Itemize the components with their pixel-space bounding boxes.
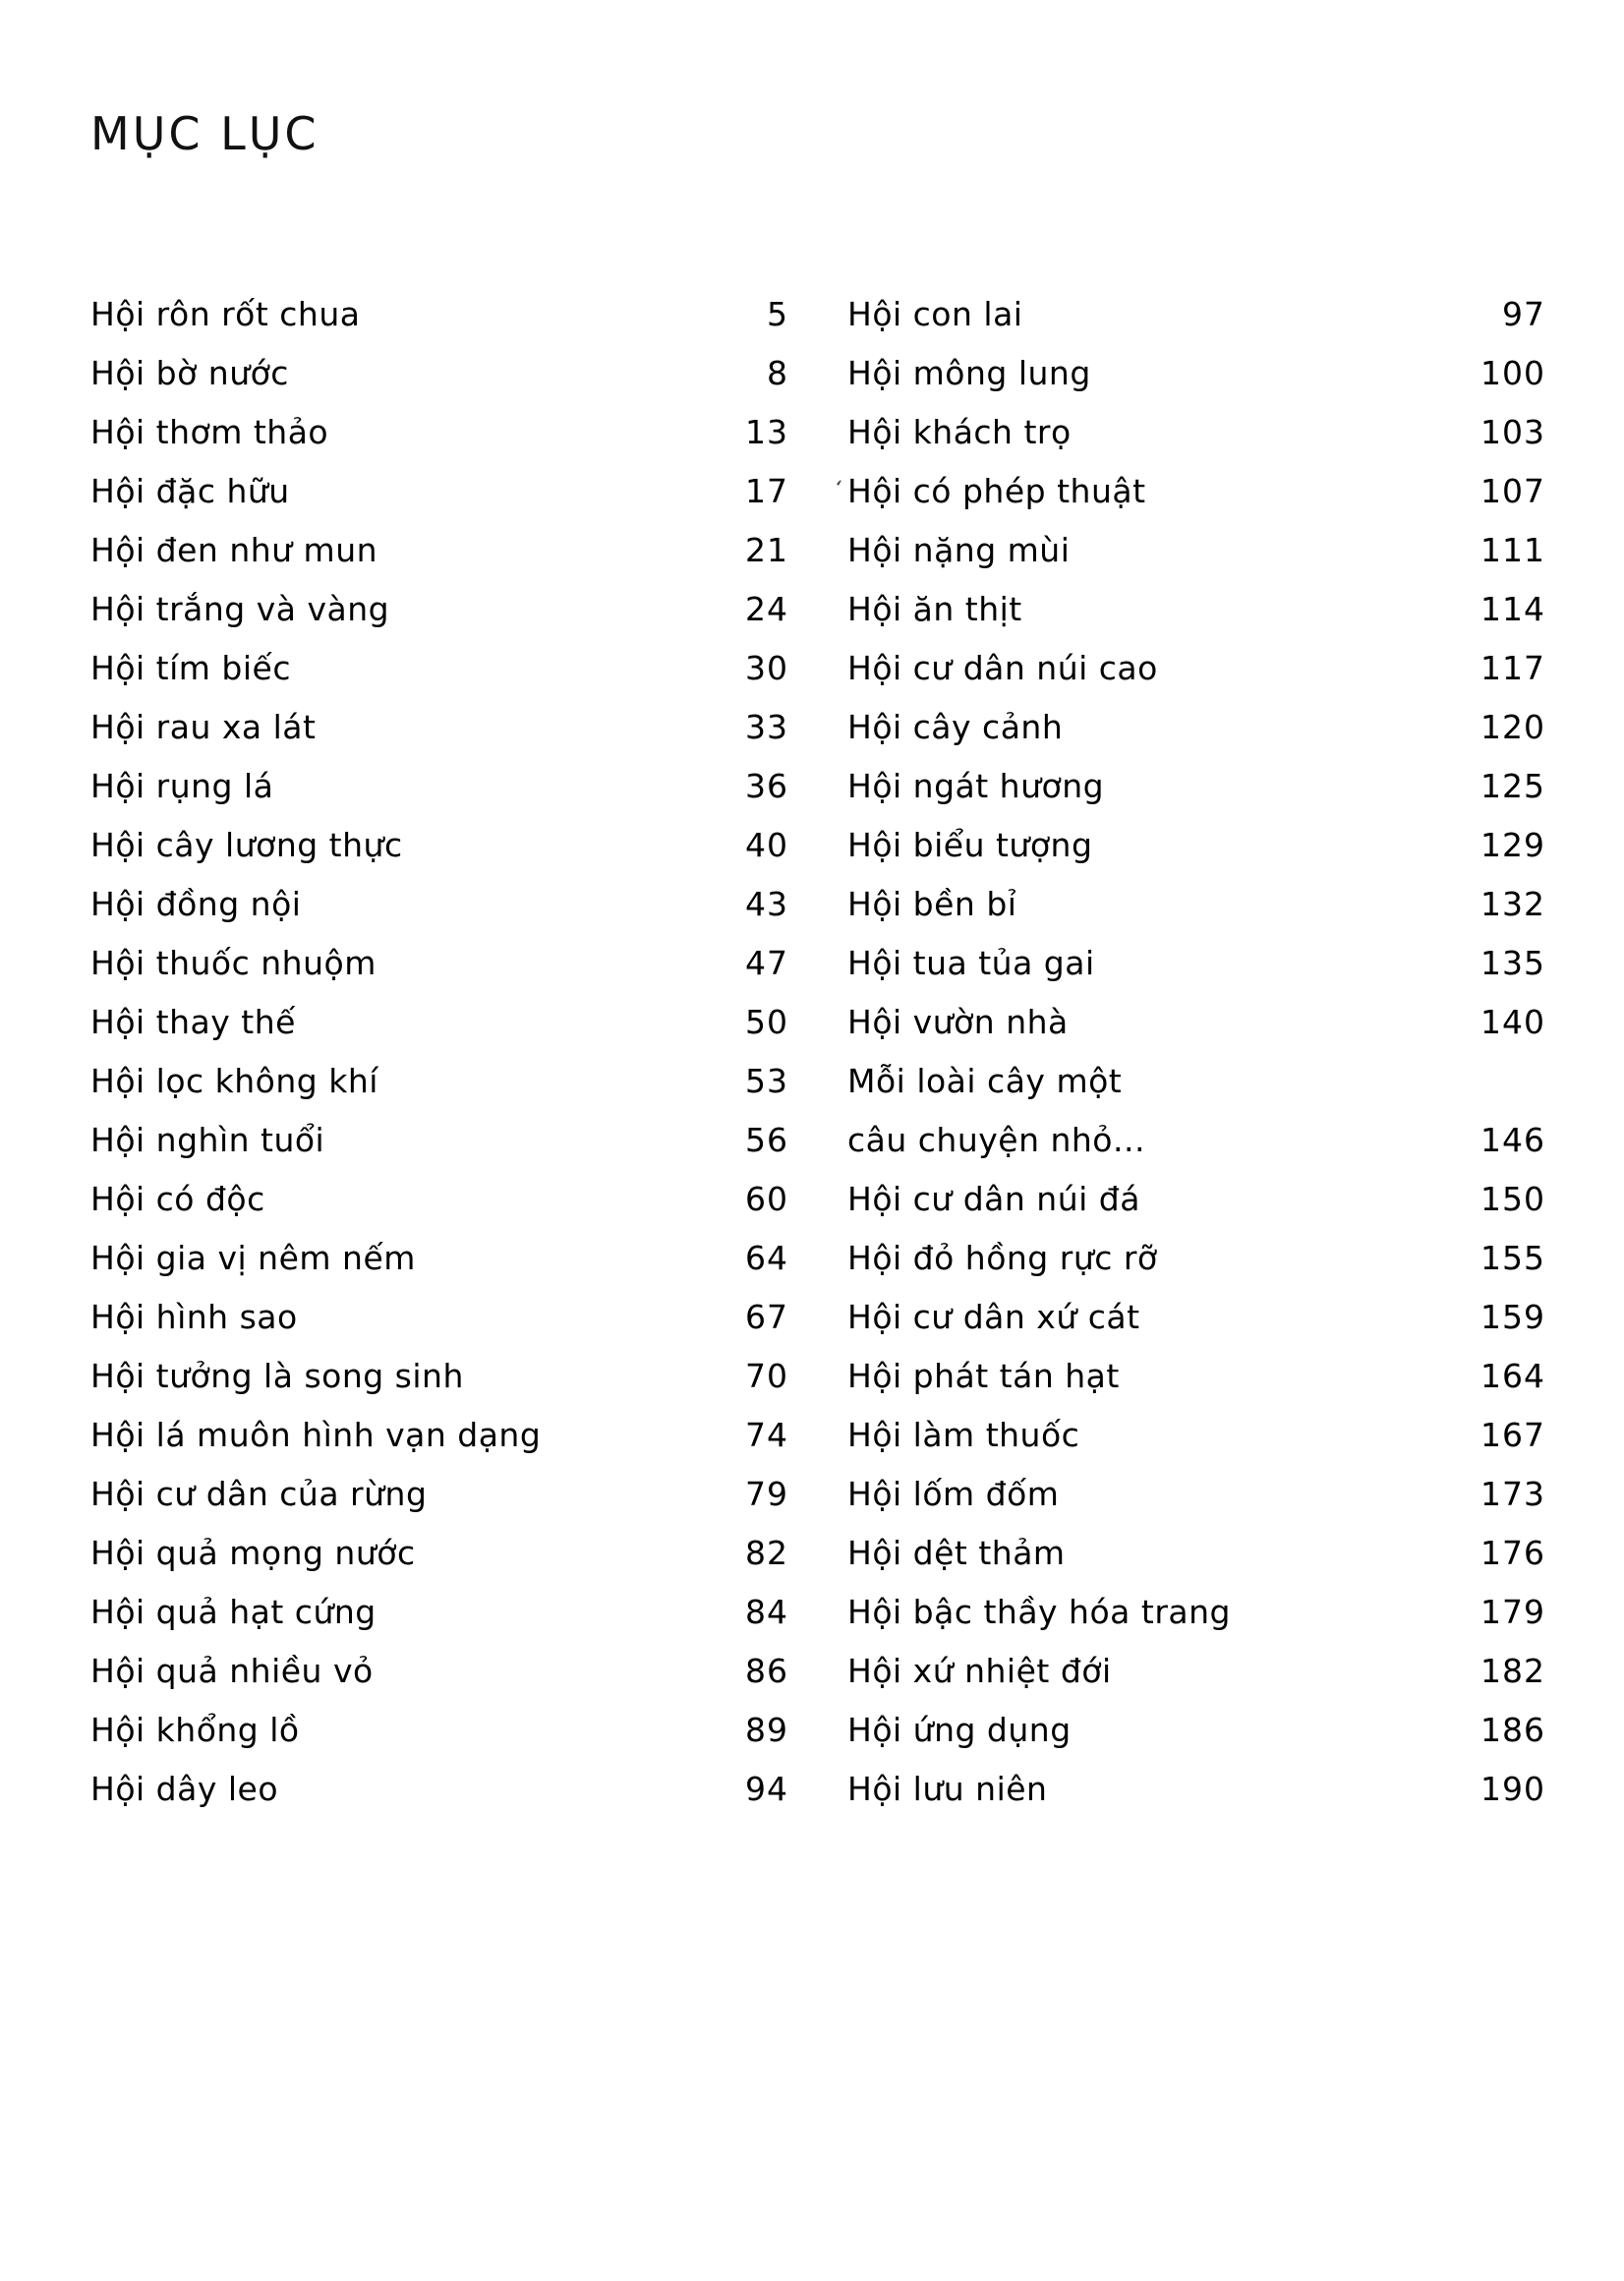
toc-entry[interactable] xyxy=(90,521,788,580)
toc-entry-page: 30 xyxy=(745,649,788,687)
toc-entry-label: Hội biểu tượng xyxy=(847,826,1093,864)
toc-entry[interactable] xyxy=(90,816,788,875)
toc-entry-label: Hội gia vị nêm nếm xyxy=(90,1239,416,1277)
toc-entry-page: 132 xyxy=(1480,885,1545,923)
toc-entry-page: 5 xyxy=(767,295,788,333)
toc-entry-label: Hội nghìn tuổi xyxy=(90,1121,325,1159)
toc-entry-label: Hội xứ nhiệt đới xyxy=(847,1652,1112,1690)
toc-entry-label: Hội quả mọng nước xyxy=(90,1534,416,1572)
toc-entry-label: Hội quả hạt cứng xyxy=(90,1593,377,1631)
toc-entry[interactable] xyxy=(847,1052,1545,1111)
toc-entry-label: Hội lốm đốm xyxy=(847,1475,1060,1513)
toc-entry[interactable] xyxy=(90,403,788,462)
toc-entry[interactable] xyxy=(847,1288,1545,1347)
toc-entry-page: 114 xyxy=(1480,590,1545,628)
toc-entry-page: 84 xyxy=(745,1593,788,1631)
toc-entry-page: 150 xyxy=(1480,1180,1545,1218)
toc-entry[interactable] xyxy=(90,698,788,757)
toc-entry[interactable] xyxy=(847,816,1545,875)
toc-entry-label: Mỗi loài cây một xyxy=(847,1062,1123,1100)
page-title: MỤC LỤC xyxy=(90,106,319,160)
toc-entry-label: Hội ứng dụng xyxy=(847,1711,1072,1749)
toc-entry[interactable] xyxy=(847,462,1545,521)
toc-entry-label: Hội cư dân núi đá xyxy=(847,1180,1140,1218)
toc-entry[interactable] xyxy=(847,403,1545,462)
toc-entry[interactable] xyxy=(847,285,1545,344)
toc-entry[interactable] xyxy=(847,757,1545,816)
toc-entry-label: Hội bậc thầy hóa trang xyxy=(847,1593,1231,1631)
toc-entry[interactable] xyxy=(847,1229,1545,1288)
toc-entry-page: 164 xyxy=(1480,1357,1545,1395)
toc-entry-page: 60 xyxy=(745,1180,788,1218)
table-of-contents xyxy=(90,285,1545,1819)
toc-entry[interactable] xyxy=(90,639,788,698)
toc-entry-page: 64 xyxy=(745,1239,788,1277)
toc-entry-label: Hội cư dân của rừng xyxy=(90,1475,428,1513)
toc-entry[interactable] xyxy=(847,521,1545,580)
toc-entry[interactable] xyxy=(90,344,788,403)
toc-entry-page: 53 xyxy=(745,1062,788,1100)
toc-entry-label: Hội thay thế xyxy=(90,1003,296,1041)
toc-entry-page: 56 xyxy=(745,1121,788,1159)
toc-entry-label: Hội trắng và vàng xyxy=(90,590,390,628)
toc-entry[interactable] xyxy=(90,285,788,344)
toc-entry-label: Hội có phép thuật xyxy=(847,472,1146,510)
toc-entry-label: Hội rau xa lát xyxy=(90,708,317,746)
toc-entry-label: Hội rụng lá xyxy=(90,767,274,805)
toc-entry-page: 167 xyxy=(1480,1416,1545,1454)
toc-entry-page: 186 xyxy=(1480,1711,1545,1749)
toc-entry-label: Hội đặc hữu xyxy=(90,472,290,510)
toc-entry[interactable] xyxy=(847,1760,1545,1819)
toc-entry-page: 82 xyxy=(745,1534,788,1572)
toc-entry-page: 17 xyxy=(745,472,788,510)
toc-entry-label: Hội ngát hương xyxy=(847,767,1105,805)
toc-entry-label: Hội thuốc nhuộm xyxy=(90,944,377,982)
toc-entry-label: Hội tưởng là song sinh xyxy=(90,1357,464,1395)
toc-entry-page: 74 xyxy=(745,1416,788,1454)
toc-entry[interactable] xyxy=(90,1760,788,1819)
toc-entry[interactable] xyxy=(90,1524,788,1583)
toc-entry[interactable] xyxy=(847,1642,1545,1701)
toc-entry-label: Hội cây cảnh xyxy=(847,708,1064,746)
toc-entry[interactable] xyxy=(90,1583,788,1642)
toc-entry-page: 159 xyxy=(1480,1298,1545,1336)
toc-entry-page: 86 xyxy=(745,1652,788,1690)
toc-entry[interactable] xyxy=(847,993,1545,1052)
toc-entry-label: Hội khổng lồ xyxy=(90,1711,300,1749)
toc-entry-page: 79 xyxy=(745,1475,788,1513)
toc-entry[interactable] xyxy=(847,1701,1545,1760)
toc-entry-page: 176 xyxy=(1480,1534,1545,1572)
toc-entry-label: Hội đỏ hồng rực rỡ xyxy=(847,1239,1158,1277)
toc-entry[interactable] xyxy=(847,934,1545,993)
toc-entry[interactable] xyxy=(90,1111,788,1170)
toc-entry[interactable] xyxy=(90,934,788,993)
stray-ink-mark: ‘ xyxy=(830,476,844,502)
toc-entry-page: 117 xyxy=(1480,649,1545,687)
toc-entry[interactable] xyxy=(847,344,1545,403)
toc-column-right xyxy=(847,285,1545,1819)
toc-entry-label: Hội vườn nhà xyxy=(847,1003,1069,1041)
toc-entry[interactable] xyxy=(90,1229,788,1288)
toc-entry-label: Hội ăn thịt xyxy=(847,590,1022,628)
toc-entry-page: 100 xyxy=(1480,354,1545,392)
toc-entry-page: 111 xyxy=(1480,531,1545,569)
toc-entry-label: Hội lá muôn hình vạn dạng xyxy=(90,1416,542,1454)
toc-entry[interactable] xyxy=(90,1701,788,1760)
toc-entry-page: 33 xyxy=(745,708,788,746)
toc-entry[interactable] xyxy=(90,1465,788,1524)
toc-entry[interactable] xyxy=(847,1406,1545,1465)
toc-entry[interactable] xyxy=(847,1583,1545,1642)
toc-entry-label: Hội lọc không khí xyxy=(90,1062,378,1100)
toc-entry[interactable] xyxy=(847,1170,1545,1229)
toc-entry[interactable] xyxy=(847,580,1545,639)
toc-entry-page: 21 xyxy=(745,531,788,569)
toc-entry[interactable] xyxy=(847,1524,1545,1583)
toc-entry-label: Hội bờ nước xyxy=(90,354,289,392)
toc-entry-label: Hội đen như mun xyxy=(90,531,378,569)
toc-entry[interactable] xyxy=(90,757,788,816)
toc-entry-label: Hội bền bỉ xyxy=(847,885,1017,923)
toc-entry-page: 36 xyxy=(745,767,788,805)
toc-entry[interactable] xyxy=(847,639,1545,698)
toc-entry-page: 135 xyxy=(1480,944,1545,982)
toc-entry-label: Hội tím biếc xyxy=(90,649,291,687)
toc-entry-page: 182 xyxy=(1480,1652,1545,1690)
toc-entry-page: 129 xyxy=(1480,826,1545,864)
toc-entry[interactable] xyxy=(847,1347,1545,1406)
toc-entry-label: Hội cây lương thực xyxy=(90,826,403,864)
toc-entry-label: Hội hình sao xyxy=(90,1298,298,1336)
toc-entry[interactable] xyxy=(90,1052,788,1111)
toc-entry[interactable] xyxy=(90,462,788,521)
toc-entry-page: 8 xyxy=(767,354,788,392)
toc-entry-page: 94 xyxy=(745,1770,788,1808)
toc-entry-page: 97 xyxy=(1502,295,1545,333)
toc-entry[interactable] xyxy=(847,1111,1545,1170)
toc-entry-page: 24 xyxy=(745,590,788,628)
toc-entry-page: 40 xyxy=(745,826,788,864)
toc-entry-label: Hội nặng mùi xyxy=(847,531,1071,569)
toc-entry-page: 146 xyxy=(1480,1121,1545,1159)
toc-entry[interactable] xyxy=(90,1170,788,1229)
toc-entry-page: 47 xyxy=(745,944,788,982)
toc-entry[interactable] xyxy=(847,1465,1545,1524)
toc-entry-page: 107 xyxy=(1480,472,1545,510)
toc-entry[interactable] xyxy=(90,875,788,934)
toc-entry[interactable] xyxy=(90,1406,788,1465)
toc-entry-label: Hội cư dân xứ cát xyxy=(847,1298,1140,1336)
toc-entry-page: 120 xyxy=(1480,708,1545,746)
toc-entry[interactable] xyxy=(90,1288,788,1347)
toc-column-left xyxy=(90,285,788,1819)
toc-entry-label: Hội con lai xyxy=(847,295,1023,333)
toc-entry-label: Hội mông lung xyxy=(847,354,1091,392)
toc-entry-page: 140 xyxy=(1480,1003,1545,1041)
toc-entry-page: 67 xyxy=(745,1298,788,1336)
toc-entry-label: Hội dệt thảm xyxy=(847,1534,1066,1572)
toc-entry-label: Hội phát tán hạt xyxy=(847,1357,1120,1395)
toc-entry-label: Hội tua tủa gai xyxy=(847,944,1095,982)
toc-entry-label: Hội có độc xyxy=(90,1180,265,1218)
toc-entry-page: 13 xyxy=(745,413,788,451)
toc-entry[interactable] xyxy=(90,1347,788,1406)
toc-entry[interactable] xyxy=(90,993,788,1052)
toc-entry-label: Hội khách trọ xyxy=(847,413,1072,451)
toc-entry-page: 125 xyxy=(1480,767,1545,805)
toc-entry[interactable] xyxy=(847,698,1545,757)
toc-entry-page: 70 xyxy=(745,1357,788,1395)
toc-entry-page: 173 xyxy=(1480,1475,1545,1513)
toc-entry-label: Hội làm thuốc xyxy=(847,1416,1080,1454)
toc-entry-page: 190 xyxy=(1480,1770,1545,1808)
toc-entry-label: Hội cư dân núi cao xyxy=(847,649,1158,687)
toc-entry-label: câu chuyện nhỏ... xyxy=(847,1121,1145,1159)
toc-entry-label: Hội quả nhiều vỏ xyxy=(90,1652,374,1690)
toc-entry-label: Hội đồng nội xyxy=(90,885,302,923)
toc-entry-page: 179 xyxy=(1480,1593,1545,1631)
toc-entry-label: Hội dây leo xyxy=(90,1770,279,1808)
toc-entry-label: Hội rôn rốt chua xyxy=(90,295,361,333)
toc-entry-page: 155 xyxy=(1480,1239,1545,1277)
toc-entry-label: Hội thơm thảo xyxy=(90,413,329,451)
toc-entry-page: 89 xyxy=(745,1711,788,1749)
toc-entry-page: 103 xyxy=(1480,413,1545,451)
toc-entry[interactable] xyxy=(847,875,1545,934)
toc-entry-label: Hội lưu niên xyxy=(847,1770,1048,1808)
toc-entry-page: 50 xyxy=(745,1003,788,1041)
toc-entry[interactable] xyxy=(90,580,788,639)
toc-entry[interactable] xyxy=(90,1642,788,1701)
toc-entry-page: 43 xyxy=(745,885,788,923)
